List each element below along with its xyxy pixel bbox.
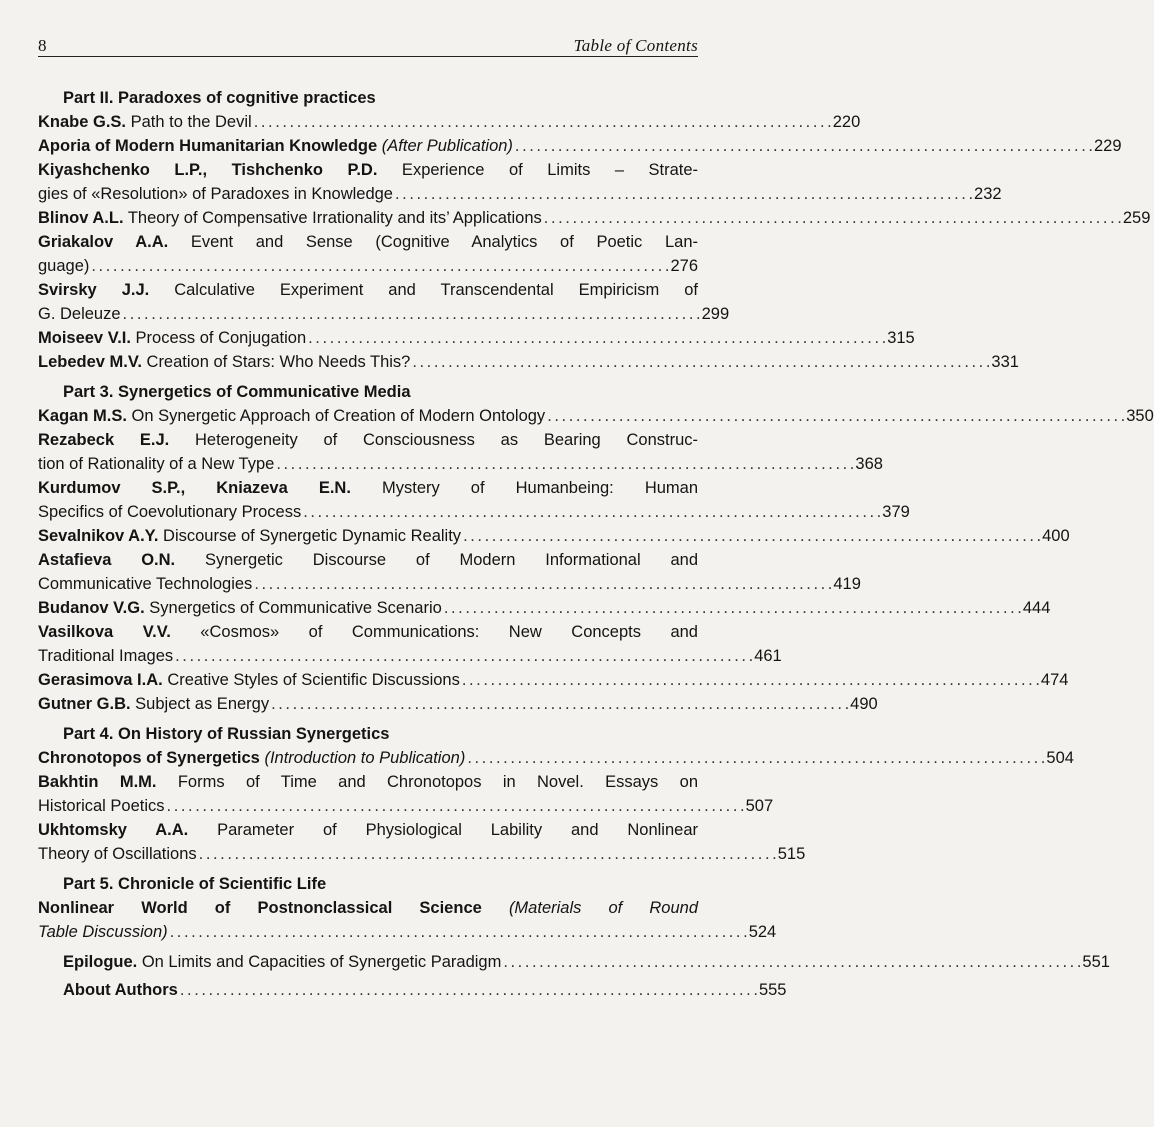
entry-author: Bakhtin M.M. [38, 773, 157, 791]
toc-entry[interactable] [38, 668, 1069, 692]
toc-entry[interactable] [38, 548, 861, 596]
toc-entry[interactable] [38, 746, 1074, 770]
entry-note: (Introduction to Publication) [264, 749, 466, 767]
entry-title-cont: Specifics of Coevolutionary Process [38, 503, 302, 521]
entry-page: 299 [701, 305, 730, 323]
toc-entry[interactable] [38, 596, 1051, 620]
entry-author: Gutner G.B. [38, 695, 131, 713]
entry-page: 220 [832, 113, 861, 131]
part-heading: Part 3. Synergetics of Communicative Media [63, 383, 411, 401]
toc-entry[interactable] [38, 206, 1151, 230]
page [38, 32, 1154, 999]
running-title: Table of Contents [573, 36, 698, 55]
entry-author: Moiseev V.I. [38, 329, 131, 347]
entry-title: Discourse of Synergetic Dynamic Reality [158, 527, 462, 545]
entry-author: Ukhtomsky A.A. [38, 821, 189, 839]
entry-page: 400 [1042, 527, 1070, 545]
page-number: 8 [38, 36, 47, 55]
entry-title: Creative Styles of Scientific Discussions [162, 671, 460, 689]
entry-page: 461 [754, 647, 782, 665]
entry-author: Kagan M.S. [38, 407, 127, 425]
entry-page: 331 [991, 353, 1019, 371]
toc-entry[interactable] [38, 428, 883, 476]
entry-title: Parameter of Physiological Lability and Nonlinear [188, 821, 698, 839]
entry-author: Budanov V.G. [38, 599, 145, 617]
entry-title: Theory of Compensative Irrationality and its’ Applications [123, 209, 542, 227]
entry-author: Gerasimova I.A. [38, 671, 163, 689]
entry-page: 555 [758, 981, 787, 999]
entry-title: Event and Sense (Cognitive Analytics of Poetic Lan- [168, 233, 698, 251]
entry-title-cont: guage) [38, 257, 90, 275]
entry-page: 350 [1126, 407, 1154, 425]
entry-author: Svirsky J.J. [38, 281, 150, 299]
entry-title: Nonlinear World of Postnonclassical Science [38, 899, 482, 917]
part-heading: Part 5. Chronicle of Scientific Life [63, 875, 327, 893]
toc-entry[interactable] [38, 620, 782, 668]
table-of-contents [38, 86, 1154, 1002]
toc-entry[interactable] [38, 326, 915, 350]
toc-entry[interactable] [38, 404, 1154, 428]
entry-note: (After Publication) [381, 137, 513, 155]
part-heading: Part 4. On History of Russian Synergetics [63, 725, 390, 743]
entry-author: Griakalov A.A. [38, 233, 169, 251]
entry-author: Knabe G.S. [38, 113, 127, 131]
entry-title: Heterogeneity of Consciousness as Bearing Construc- [169, 431, 698, 449]
toc-entry[interactable] [38, 896, 777, 944]
entry-title-cont: tion of Rationality of a New Type [38, 455, 275, 473]
entry-author: Blinov A.L. [38, 209, 124, 227]
entry-title-cont: Theory of Oscillations [38, 845, 197, 863]
entry-title-cont: Communicative Technologies [38, 575, 253, 593]
entry-page: 368 [855, 455, 883, 473]
entry-title: Mystery of Humanbeing: Human [350, 479, 699, 497]
entry-title: Process of Conjugation [130, 329, 307, 347]
entry-title-cont: gies of «Resolution» of Paradoxes in Knowledge [38, 185, 393, 203]
entry-title: Synergetic Discourse of Modern Informational and [175, 551, 699, 569]
entry-author: Rezabeck E.J. [38, 431, 170, 449]
entry-page: 515 [777, 845, 806, 863]
toc-entry[interactable] [38, 158, 1002, 206]
entry-title-cont: Historical Poetics [38, 797, 165, 815]
entry-title: Forms of Time and Chronotopos in Novel. Essays on [156, 773, 698, 791]
entry-title: Experience of Limits – Strate- [377, 161, 699, 179]
entry-page: 232 [974, 185, 1002, 203]
entry-title: Aporia of Modern Humanitarian Knowledge [38, 137, 378, 155]
entry-page: 507 [745, 797, 774, 815]
toc-entry[interactable] [38, 110, 861, 134]
entry-page: 379 [882, 503, 910, 521]
toc-entry-epilogue[interactable] [38, 950, 1110, 974]
entry-page: 444 [1022, 599, 1051, 617]
entry-author: Kurdumov S.P., Kniazeva E.N. [38, 479, 351, 497]
toc-entry[interactable] [38, 524, 1070, 548]
entry-title: «Cosmos» of Communications: New Concepts and [170, 623, 698, 641]
entry-page: 504 [1046, 749, 1074, 767]
entry-author: Kiyashchenko L.P., Tishchenko P.D. [38, 161, 378, 179]
entry-page: 551 [1082, 953, 1110, 971]
running-header [38, 32, 698, 57]
toc-entry-about[interactable] [38, 978, 787, 1002]
entry-page: 490 [850, 695, 878, 713]
toc-entry[interactable] [38, 134, 1122, 158]
entry-note-cont: Table Discussion) [38, 923, 168, 941]
entry-title: On Limits and Capacities of Synergetic Paradigm [137, 953, 502, 971]
entry-title: Synergetics of Communicative Scenario [144, 599, 442, 617]
about-label: About Authors [63, 981, 178, 999]
entry-page: 524 [748, 923, 777, 941]
entry-page: 315 [887, 329, 915, 347]
entry-title-cont: Traditional Images [38, 647, 174, 665]
entry-page: 229 [1093, 137, 1122, 155]
entry-page: 259 [1122, 209, 1151, 227]
entry-title: On Synergetic Approach of Creation of Modern Ontology [126, 407, 546, 425]
toc-entry[interactable] [38, 476, 910, 524]
toc-entry[interactable] [38, 770, 774, 818]
toc-entry[interactable] [38, 350, 1019, 374]
toc-entry[interactable] [38, 230, 698, 278]
entry-title: Calculative Experiment and Transcendental Empiricism of [149, 281, 698, 299]
entry-author: Lebedev M.V. [38, 353, 142, 371]
entry-title: Creation of Stars: Who Needs This? [141, 353, 411, 371]
entry-title: Path to the Devil [126, 113, 252, 131]
toc-entry[interactable] [38, 818, 806, 866]
toc-entry[interactable] [38, 278, 730, 326]
part-heading: Part II. Paradoxes of cognitive practices [63, 89, 376, 107]
entry-author: Vasilkova V.V. [38, 623, 171, 641]
entry-title-cont: G. Deleuze [38, 305, 121, 323]
entry-title: Subject as Energy [130, 695, 270, 713]
toc-entry[interactable] [38, 692, 878, 716]
entry-note: (Materials of Round [508, 899, 699, 917]
epilogue-label: Epilogue. [63, 953, 138, 971]
entry-title: Chronotopos of Synergetics [38, 749, 260, 767]
entry-page: 419 [833, 575, 861, 593]
entry-page: 276 [670, 257, 698, 275]
entry-author: Sevalnikov A.Y. [38, 527, 159, 545]
entry-page: 474 [1040, 671, 1069, 689]
entry-author: Astafieva O.N. [38, 551, 176, 569]
